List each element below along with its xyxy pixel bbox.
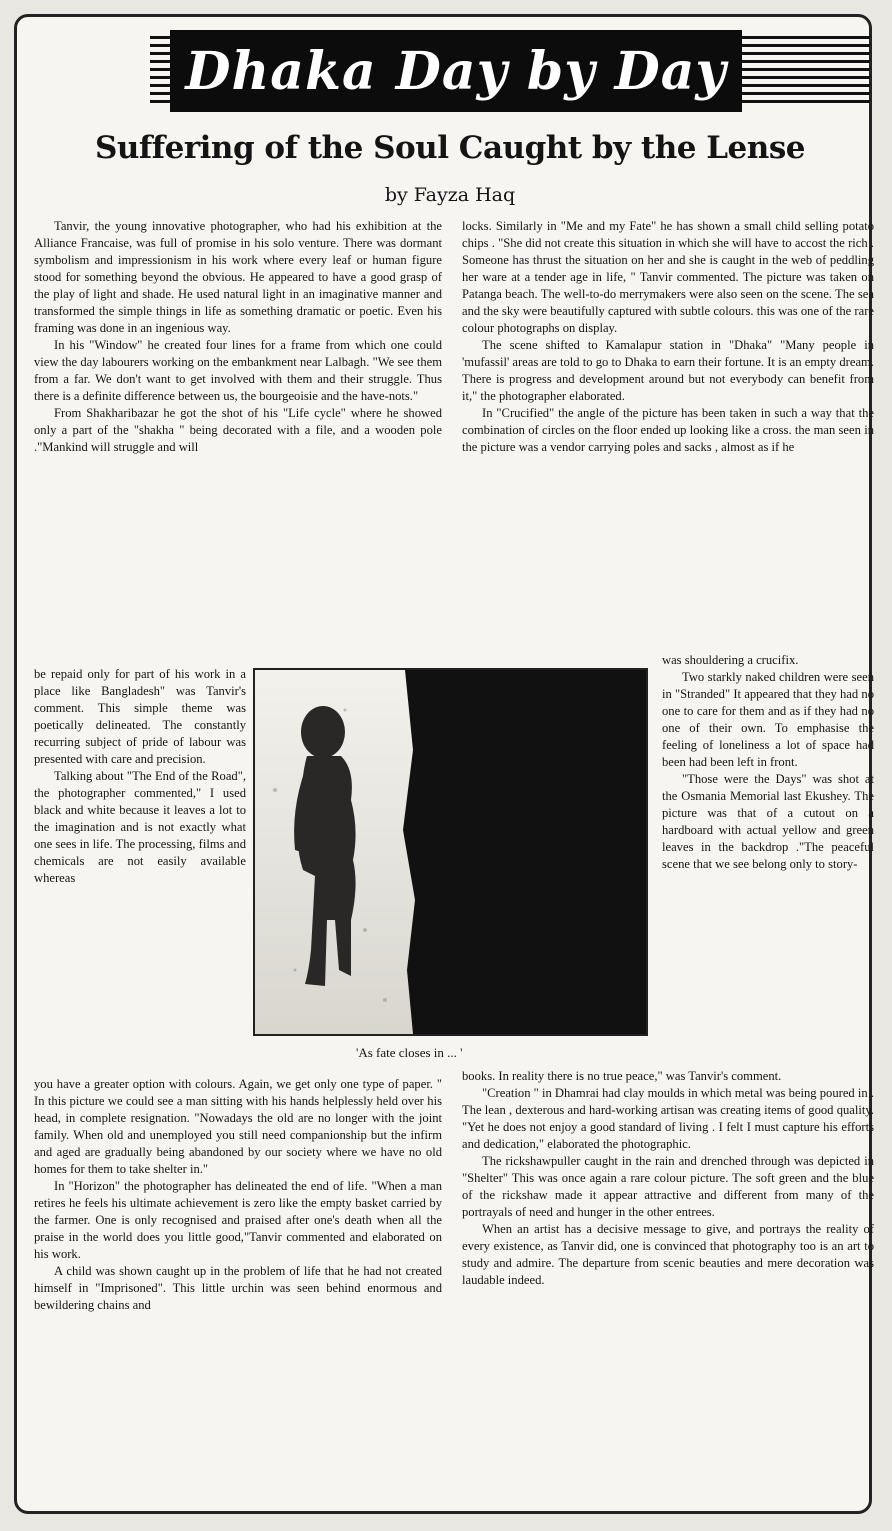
paragraph: In "Crucified" the angle of the picture has been taken in such a way that the combination of circles on the floor ended up looking like a cross. the man seen in the picture was a vendor carrying poles and sacks , almost as if he	[462, 406, 874, 454]
photo-caption: 'As fate closes in ... '	[356, 1045, 463, 1060]
paragraph: In "Horizon" the photographer has delineated the end of life. "When a man retires he feels his ultimate achievement is zero like the empty basket carried by the farmer. One is only recognised and praised after one's death when all the praise in the world does you little good,"Tanvir commented and elaborated on his work.	[34, 1179, 442, 1261]
right-column-top	[462, 218, 874, 456]
paragraph: A child was shown caught up in the problem of life that he had not created himself in "Imprisoned". This little urchin was seen behind enormous and bewildering chains and	[34, 1264, 442, 1312]
left-column-mid	[34, 666, 246, 887]
paragraph: In his "Window" he created four lines for a frame from which one could view the day labourers working on the embankment near Lalbagh. "We see them from a far. We don't want to get involved with them and their struggle. Thus there is a definite difference between us, the bourgeoisie and the have-nots."	[34, 338, 442, 403]
paragraph: be repaid only for part of his work in a place like Bangladesh" was Tanvir's comment. This simple theme was poetically delineated. The constantly recurring subject of pride of labour was presented with care and precision.	[34, 667, 246, 766]
paragraph: When an artist has a decisive message to give, and portrays the reality of every existence, as Tanvir did, one is convinced that photography too is an art to study and admire. The departure from scenic beauties and mere decoration was laudable indeed.	[462, 1222, 874, 1287]
byline: by Fayza Haq	[384, 184, 516, 206]
paragraph: "Creation " in Dhamrai had clay moulds in which metal was being poured in . The lean , dexterous and hard-working artisan was creating items of good quality. "Yet he does not enjoy a good standard of living . I felt I must capture his efforts and dedication," elaborated the photographic.	[462, 1086, 874, 1151]
section-banner: Dhaka Day by Day	[170, 30, 742, 112]
paragraph: books. In reality there is no true peace," was Tanvir's comment.	[462, 1069, 782, 1083]
banner-rules-right	[735, 36, 870, 106]
paragraph: "Those were the Days" was shot at the Osmania Memorial last Ekushey. The picture was that of a cutout on a hardboard with actual yellow and green leaves in the backdrop ."The peaceful scene that we see belong only to story-	[662, 772, 874, 871]
paragraph: Tanvir, the young innovative photographer, who had his exhibition at the Alliance Francaise, was full of promise in his solo venture. There was dormant symbolism and impressionism in his work where every leaf or human figure stood for something beyond the obvious. He appeared to have a good grasp of the play of light and shade. He used natural light in an imaginative manner and transformed the simple things in life as something dramatic or poetic. Even his framing was done in an ingenious way.	[34, 219, 442, 335]
paragraph: Talking about "The End of the Road", the photographer commented," I used black and white because it leaves a lot to the imagination and is not exactly what one sees in life. The processing, films and chemicals are not easily available whereas	[34, 769, 246, 885]
paragraph: The scene shifted to Kamalapur station in "Dhaka" "Many people in 'mufassil' areas are told to go to Dhaka to earn their fortune. It is an empty dream. There is progress and development around but not everybody can benefit from it," the photographer elaborated.	[462, 338, 874, 403]
paragraph: was shouldering a crucifix.	[662, 653, 799, 667]
paragraph: The rickshawpuller caught in the rain and drenched through was depicted in "Shelter" This was once again a rare colour picture. The soft green and the blue of the rickshaw made it appear attractive and different from many of the portrayals of need and hunger in the other entrees.	[462, 1154, 874, 1219]
left-column-bottom	[34, 1076, 442, 1314]
paragraph: From Shakharibazar he got the shot of his "Life cycle" where he showed only a part of the "shakha " being decorated with a file, and a wooden pole ."Mankind will struggle and will	[34, 406, 442, 454]
paragraph: Two starkly naked children were seen in "Stranded" It appeared that they had no one to care for them and as if they had no one of their own. To emphasise the feeling of loneliness a lot of space had been had been left in front.	[662, 670, 874, 769]
left-column-top	[34, 218, 442, 456]
article-headline: Suffering of the Soul Caught by the Lense	[95, 130, 805, 166]
right-column-bottom	[462, 1068, 874, 1289]
paragraph: locks. Similarly in "Me and my Fate" he has shown a small child selling potato chips . "She did not create this situation in which she will have to accost the rich . Someone has thrust the situation on her and she is caught in the web of peddling her ware at a tender age in life, " Tanvir commented. The picture was taken on Patanga beach. The well-to-do merrymakers were also seen on the scene. The sea and the sky were beautifully captured with subtle colours. this was one of the rare colour photographs on display.	[462, 219, 874, 335]
paragraph: you have a greater option with colours. Again, we get only one type of paper. " In this picture we could see a man sitting with his hands helplessly held over his head, in complete resignation. "Nowadays the old are no longer with the joint family. When old and unemployed you still need companionship but the infirm and aged are gradually being abandoned by our society where we have no old homes for them to take shelter in."	[34, 1077, 442, 1176]
right-column-mid	[662, 652, 874, 873]
article-photograph	[253, 668, 648, 1036]
